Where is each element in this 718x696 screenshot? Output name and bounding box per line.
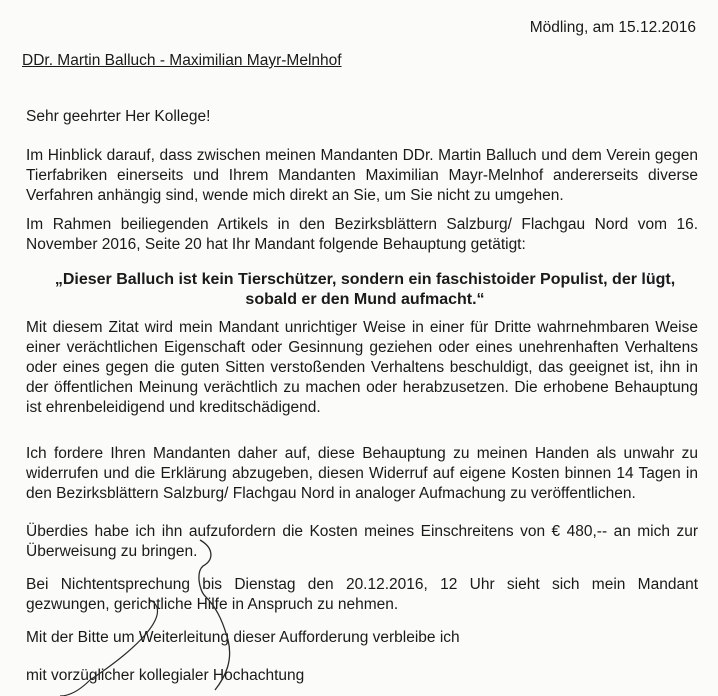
closing-line: mit vorzüglicher kollegialer Hochachtung [26,667,305,684]
date-line: Mödling, am 15.12.2016 [529,19,696,36]
quote: „Dieser Balluch ist kein Tierschützer, sondern ein faschistoider Populist, der lügt, sobald er den Mund aufmacht.“ [54,271,676,308]
paragraph-3: Mit diesem Zitat wird mein Mandant unrichtiger Weise in einer für Dritte wahrnehmbaren Weise einer verächtlichen Eigenschaft oder Gesinnung geziehen oder eines unehrenhaften Verhaltens oder eines gegen die guten Sitten verstoßenden Verhaltens beschuldigt, das geeignet ist, ihn in der öffentlichen Meinung verächtlich zu machen oder herabzusetzen. Die erhobene Behauptung ist ehrenbeleidigend und kreditschädigend. [26,319,698,416]
paragraph-4: Ich fordere Ihren Mandanten daher auf, diese Behauptung zu meinen Handen als unwahr zu widerrufen und die Erklärung abzugeben, diesen Widerruf auf eigene Kosten binnen 14 Tagen in den Bezirksblättern Salzburg/ Flachgau Nord in analoger Aufmachung zu veröffentlichen. [26,445,698,502]
paragraph-7: Mit der Bitte um Weiterleitung dieser Aufforderung verbleibe ich [26,629,460,646]
paragraph-5: Überdies habe ich ihn aufzufordern die Kosten meines Einschreitens von € 480,-- an mich zur Überweisung zu bringen. [26,523,698,560]
letter-subject: DDr. Martin Balluch - Maximilian Mayr-Melnhof [22,52,342,69]
paragraph-6: Bei Nichtentsprechung bis Dienstag den 20.12.2016, 12 Uhr sieht sich mein Mandant gezwungen, gerichtliche Hilfe in Anspruch zu nehmen. [26,576,698,613]
paragraph-2: Im Rahmen beiliegenden Artikels in den Bezirksblättern Salzburg/ Flachgau Nord vom 16. November 2016, Seite 20 hat Ihr Mandant folgende Behauptung getätigt: [26,216,698,253]
salutation: Sehr geehrter Her Kollege! [26,108,211,125]
paragraph-1: Im Hinblick darauf, dass zwischen meinen Mandanten DDr. Martin Balluch und dem Verein gegen Tierfabriken einerseits und Ihrem Mandanten Maximilian Mayr-Melnhof andererseits diverse Verfahren anhängig sind, wende mich direkt an Sie, um Sie nicht zu umgehen. [26,147,698,204]
